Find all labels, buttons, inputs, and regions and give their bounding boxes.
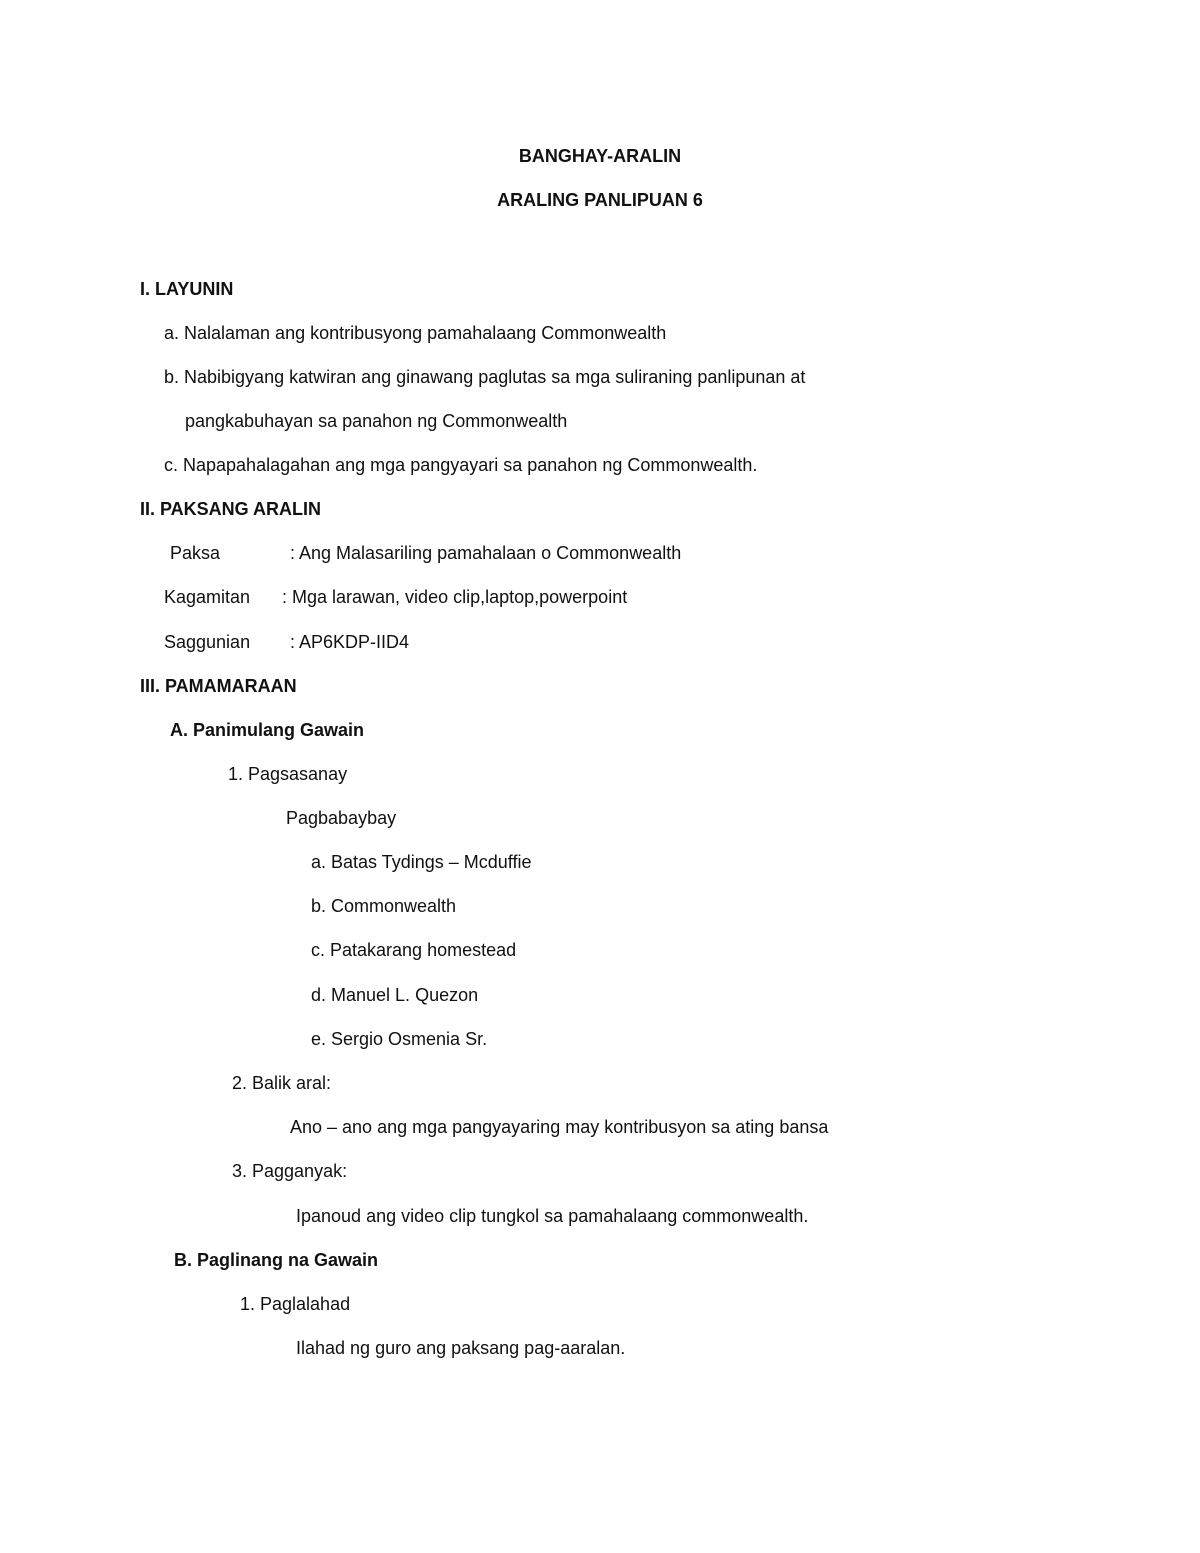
kagamitan-label: Kagamitan [164,587,251,607]
spelling-word: d. Manuel L. Quezon [311,985,479,1005]
kagamitan-value: : Mga larawan, video clip,laptop,powerpoint [282,587,628,607]
saggunian-label: Saggunian [164,632,251,652]
section-heading-paksang-aralin: II. PAKSANG ARALIN [140,499,322,519]
objective-item: b. Nabibigyang katwiran ang ginawang paglutas sa mga suliraning panlipunan at [164,367,806,387]
section-heading-pamamaraan: III. PAMAMARAAN [140,676,297,696]
document-title: BANGHAY-ARALIN [518,146,682,166]
paksa-label: Paksa [170,543,221,563]
document-subtitle: ARALING PANLIPUAN 6 [497,190,703,210]
objective-item: c. Napapahalagahan ang mga pangyayari sa panahon ng Commonwealth. [164,455,758,475]
objective-item-continuation: pangkabuhayan sa panahon ng Commonwealth [185,411,568,431]
saggunian-value: : AP6KDP-IID4 [290,632,410,652]
step-pagganyak: 3. Pagganyak: [232,1161,348,1181]
pagganyak-text: Ipanoud ang video clip tungkol sa pamahalaang commonwealth. [296,1206,809,1226]
subheading-panimulang-gawain: A. Panimulang Gawain [170,720,365,740]
spelling-word: a. Batas Tydings – Mcduffie [311,852,532,872]
spelling-word: c. Patakarang homestead [311,940,517,960]
step-pagsasanay: 1. Pagsasanay [228,764,348,784]
step-balik-aral: 2. Balik aral: [232,1073,332,1093]
spelling-word: e. Sergio Osmenia Sr. [311,1029,488,1049]
objective-item: a. Nalalaman ang kontribusyong pamahalaang Commonwealth [164,323,667,343]
balik-aral-text: Ano – ano ang mga pangyayaring may kontribusyon sa ating bansa [290,1117,829,1137]
subheading-paglinang-na-gawain: B. Paglinang na Gawain [174,1250,379,1270]
step-paglalahad: 1. Paglalahad [240,1294,351,1314]
paglalahad-text: Ilahad ng guro ang paksang pag-aaralan. [296,1338,626,1358]
pagbabaybay-label: Pagbabaybay [286,808,397,828]
paksa-value: : Ang Malasariling pamahalaan o Commonwealth [290,543,682,563]
section-heading-layunin: I. LAYUNIN [140,279,234,299]
spelling-word: b. Commonwealth [311,896,457,916]
